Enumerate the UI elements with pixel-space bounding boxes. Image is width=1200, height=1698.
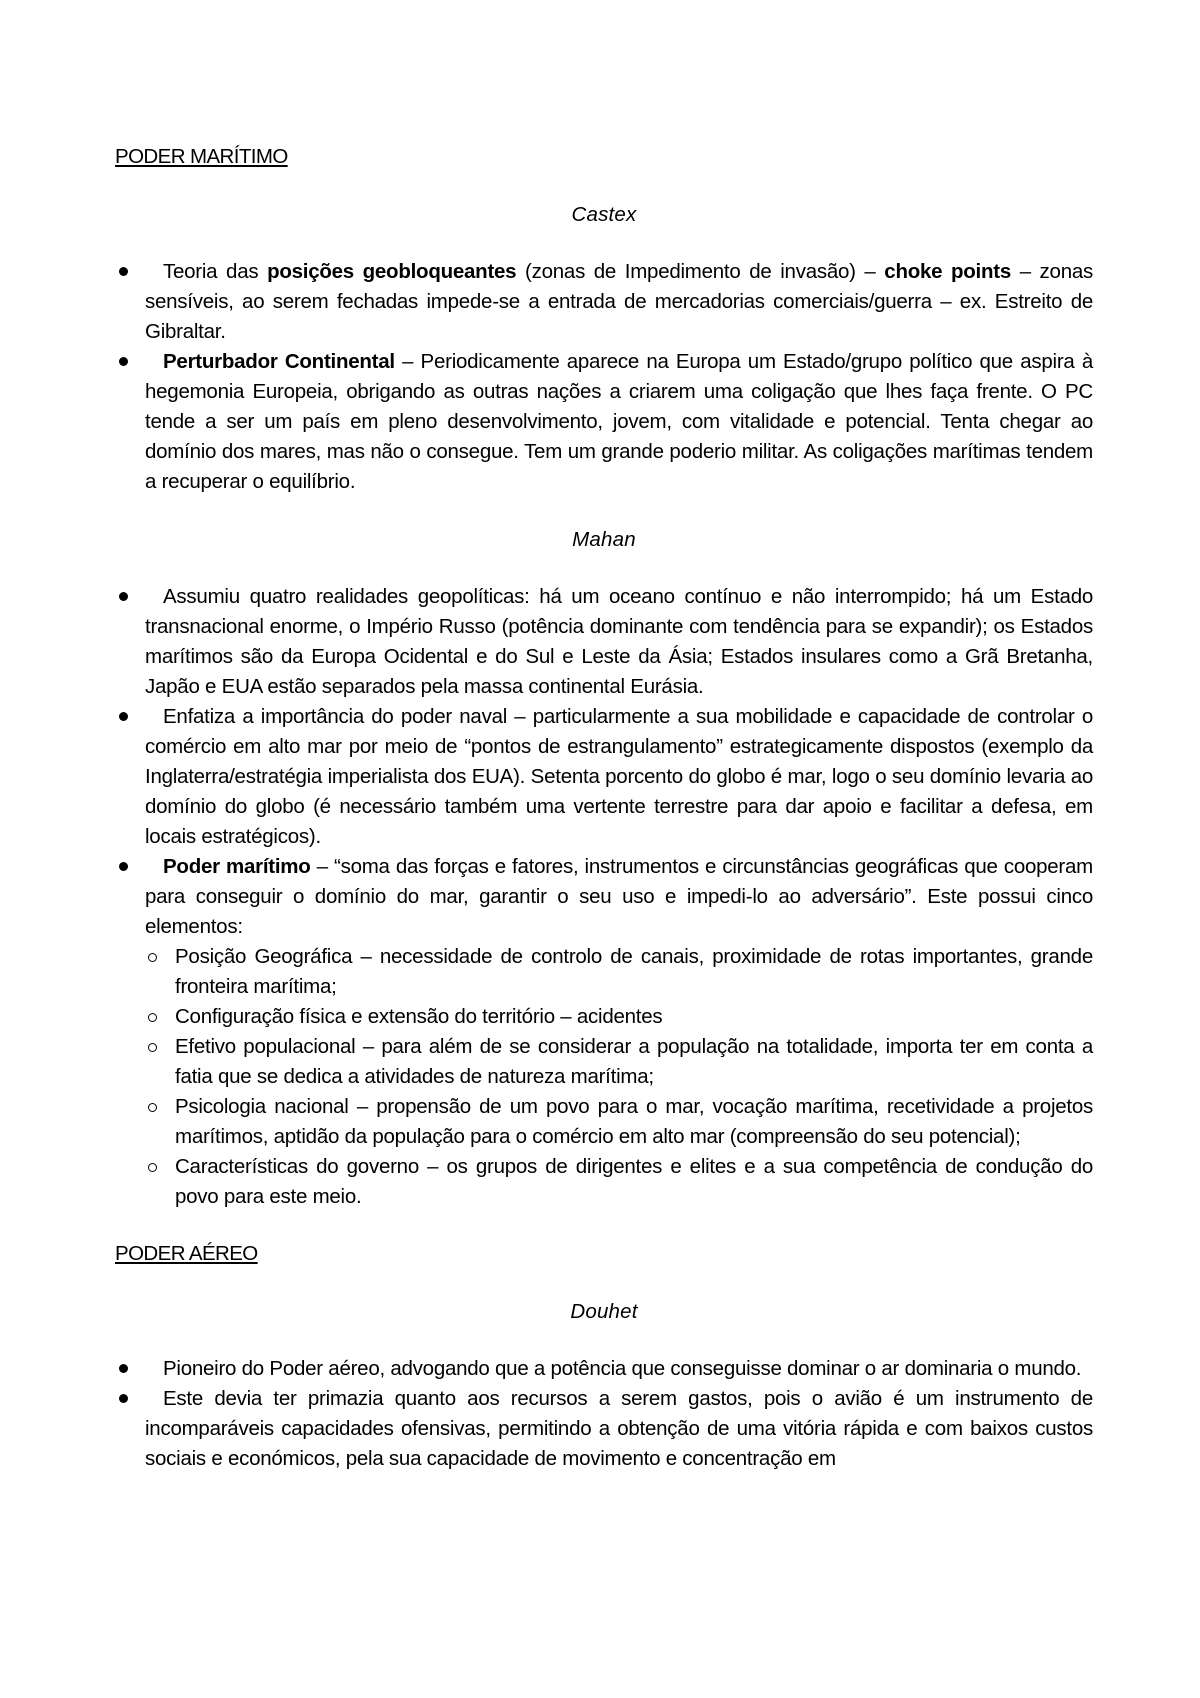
list-item — [115, 257, 1093, 347]
bold-term: choke points — [884, 260, 1011, 283]
sub-list-item — [145, 1152, 1093, 1212]
list-item-text — [145, 1387, 1093, 1470]
bold-term: Poder marítimo — [163, 855, 311, 878]
douhet-bullet-list — [115, 1354, 1093, 1474]
text-run: Pioneiro do Poder aéreo, advogando que a potência que conseguisse dominar o ar dominaria o mundo. — [163, 1357, 1082, 1380]
author-heading-mahan: Mahan — [572, 528, 636, 551]
circle-bullet-icon — [148, 1103, 157, 1112]
sub-list-item — [145, 1032, 1093, 1092]
document-content — [115, 142, 1093, 1474]
list-item-text — [145, 705, 1093, 848]
list-item-text — [145, 1357, 1081, 1380]
text-run: Teoria das — [163, 260, 268, 283]
bullet-icon — [119, 1364, 128, 1373]
list-item — [115, 582, 1093, 702]
list-item-text — [145, 350, 1093, 493]
bullet-icon — [119, 267, 128, 276]
bold-term: Perturbador Continental — [163, 350, 395, 373]
circle-bullet-icon — [148, 1013, 157, 1022]
list-item — [115, 702, 1093, 852]
circle-bullet-icon — [148, 953, 157, 962]
text-run: – “soma das forças e fatores, instrumentos e circunstâncias geográficas que cooperam para conseguir o domínio do mar, garantir o seu uso e impedi-lo ao adversário”. Este possui cinco elementos: — [145, 855, 1093, 938]
spacer — [115, 1212, 1093, 1239]
list-item — [115, 852, 1093, 1212]
list-item-text — [145, 260, 1093, 343]
section-heading-poder-aereo: PODER AÉREO — [115, 1242, 258, 1265]
sub-list — [145, 942, 1093, 1212]
circle-bullet-icon — [148, 1043, 157, 1052]
section-heading-poder-maritimo: PODER MARÍTIMO — [115, 145, 288, 168]
text-run: Este devia ter primazia quanto aos recursos a serem gastos, pois o avião é um instrumento de incomparáveis capacidades ofensivas, permitindo a obtenção de uma vitória rápida e com baixos custos sociais e económicos, pela sua capacidade de movimento e concentração em — [145, 1387, 1093, 1470]
author-heading-castex: Castex — [571, 203, 637, 226]
bullet-icon — [119, 1394, 128, 1403]
sub-item-text: Psicologia nacional – propensão de um povo para o mar, vocação marítima, recetividade a projetos marítimos, aptidão da população para o comércio em alto mar (compreensão do seu potencial); — [175, 1095, 1093, 1148]
list-item-text — [145, 585, 1093, 698]
text-run: – Periodicamente aparece na Europa um Estado/grupo político que aspira à hegemonia Europeia, obrigando as outras nações a criarem uma coligação que lhes faça frente. O PC tende a ser um país em pleno desenvolvimento, jovem, com vitalidade e potencial. Tenta chegar ao domínio dos mares, mas não o consegue. Tem um grande poderio militar. As coligações marítimas tendem a recuperar o equilíbrio. — [145, 350, 1093, 493]
text-run: Assumiu quatro realidades geopolíticas: há um oceano contínuo e não interrompido; há um Estado transnacional enorme, o Império Russo (potência dominante com tendência para se expandir); os Estados marítimos são da Europa Ocidental e do Sul e Leste da Ásia; Estados insulares como a Grã Bretanha, Japão e EUA estão separados pela massa continental Eurásia. — [145, 585, 1093, 698]
list-item-text — [145, 855, 1093, 938]
list-item — [115, 1354, 1093, 1384]
circle-bullet-icon — [148, 1163, 157, 1172]
text-run: (zonas de Impedimento de invasão) – — [516, 260, 885, 283]
sub-item-text: Efetivo populacional – para além de se considerar a população na totalidade, importa ter em conta a fatia que se dedica a atividades de natureza marítima; — [175, 1035, 1093, 1088]
sub-list-item — [145, 1092, 1093, 1152]
author-heading-douhet: Douhet — [570, 1300, 638, 1323]
bullet-icon — [119, 357, 128, 366]
bullet-icon — [119, 862, 128, 871]
sub-item-text: Características do governo – os grupos de dirigentes e elites e a sua competência de condução do povo para este meio. — [175, 1155, 1093, 1208]
sub-item-text: Configuração física e extensão do território – acidentes — [175, 1005, 663, 1028]
bold-term: posições geobloqueantes — [267, 260, 517, 283]
list-item — [115, 347, 1093, 497]
sub-list-item — [145, 1002, 1093, 1032]
text-run: Enfatiza a importância do poder naval – particularmente a sua mobilidade e capacidade de controlar o comércio em alto mar por meio de “pontos de estrangulamento” estrategicamente dispostos (exemplo da Inglaterra/estratégia imperialista dos EUA). Setenta porcento do globo é mar, logo o seu domínio levaria ao domínio do globo (é necessário também uma vertente terrestre para dar apoio e facilitar a defesa, em locais estratégicos). — [145, 705, 1093, 848]
mahan-bullet-list — [115, 582, 1093, 1212]
text-run: – zonas sensíveis, ao serem fechadas impede-se a entrada de mercadorias comerciais/guerra – ex. Estreito de Gibraltar. — [145, 260, 1094, 343]
list-item — [115, 1384, 1093, 1474]
sub-list-item — [145, 942, 1093, 1002]
bullet-icon — [119, 592, 128, 601]
bullet-icon — [119, 712, 128, 721]
castex-bullet-list — [115, 257, 1093, 497]
sub-item-text: Posição Geográfica – necessidade de controlo de canais, proximidade de rotas importantes, grande fronteira marítima; — [175, 945, 1093, 998]
